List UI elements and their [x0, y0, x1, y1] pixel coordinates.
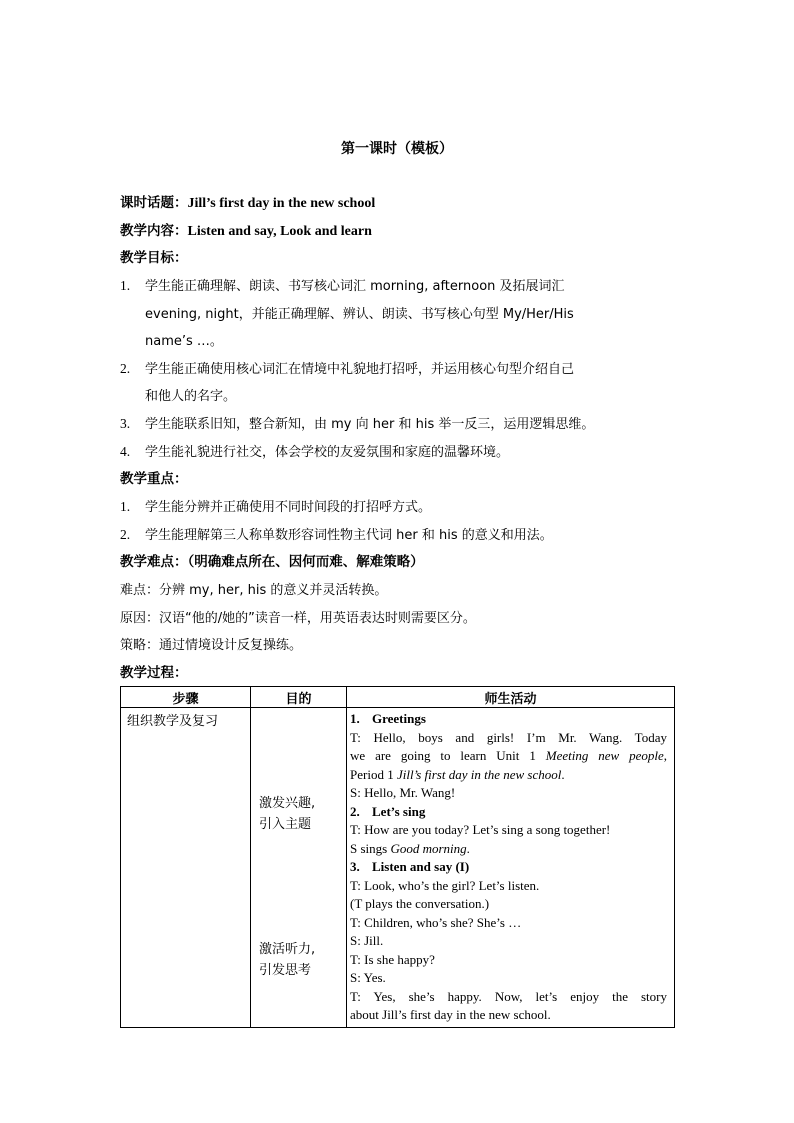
song-title: Good morning: [390, 840, 467, 856]
goal-text: 激活听力,: [259, 942, 316, 957]
key-points-heading: 教学重点：: [120, 471, 188, 487]
difficult-points-heading: [120, 552, 680, 572]
objective-item: [120, 414, 680, 435]
strategy-line: [120, 635, 680, 656]
objective-text: evening, night，并能正确理解、辨认、朗读、书写核心句型 My/Her/His: [145, 307, 574, 322]
section-heading: [350, 803, 667, 822]
reason-line: [120, 608, 680, 629]
objective-text-continued: [145, 386, 705, 407]
difficulty-line: [120, 580, 680, 601]
activity-line: S: Yes.: [350, 970, 386, 985]
section-heading: [350, 710, 667, 729]
objective-text: 学生能正确使用核心词汇在情境中礼貌地打招呼，并运用核心句型介绍自己: [145, 362, 575, 377]
activity-line: about Jill’s first day in the new school.: [350, 1007, 551, 1022]
objective-text-continued: [145, 304, 705, 325]
activity-text: Period 1: [350, 766, 394, 782]
objective-item: [120, 359, 680, 380]
objective-number: 2.: [120, 361, 131, 376]
activity-text: .: [561, 766, 565, 782]
activity-text: ,: [663, 748, 668, 763]
step-cell: [121, 708, 251, 1028]
content-line: [120, 221, 680, 242]
difficult-points-note: （明确难点所在、因何而难、解难策略）: [187, 554, 424, 570]
activity-line: [350, 766, 667, 785]
header-activity: 师生活动: [347, 687, 675, 708]
objective-text: 学生能正确理解、朗读、书写核心词汇 morning, afternoon 及拓展词汇: [145, 279, 565, 294]
goal-text: 激发兴趣,: [259, 796, 316, 811]
unit-title: Meeting new people: [545, 748, 664, 763]
activity-line: S: Jill.: [350, 933, 384, 948]
section-heading: [350, 858, 667, 877]
section-title: Let’s sing: [372, 803, 426, 819]
topic-value: Jill’s first day in the new school: [187, 196, 376, 211]
strategy-text: 策略：通过情境设计反复操练。: [120, 638, 303, 653]
activity-text: .: [466, 840, 470, 856]
objective-number: 4.: [120, 444, 131, 459]
activity-text: S sings: [350, 840, 388, 856]
objective-item: [120, 442, 680, 463]
objectives-heading: 教学目标：: [120, 250, 188, 266]
activity-cell: [347, 708, 675, 1028]
objective-text-continued: [145, 331, 705, 352]
goal-cell: [251, 708, 347, 1028]
activity-line: T: Yes, she’s happy. Now, let’s enjoy the story: [350, 988, 667, 1004]
content-value: Listen and say, Look and learn: [187, 224, 372, 239]
key-point-item: [120, 525, 680, 546]
activity-line: [350, 840, 667, 859]
key-point-text: 学生能理解第三人称单数形容词性物主代词 her 和 his 的意义和用法。: [145, 528, 553, 543]
key-point-text: 学生能分辨并正确使用不同时间段的打招呼方式。: [145, 500, 432, 515]
step-text: 组织教学及复习: [127, 714, 219, 729]
reason-text: 原因：汉语“他的/她的”读音一样，用英语表达时则需要区分。: [120, 611, 476, 626]
section-title: Listen and say (I): [372, 859, 470, 874]
activity-line: S: Hello, Mr. Wang!: [350, 785, 456, 800]
objective-number: 1.: [120, 278, 131, 293]
section-number: 2.: [350, 803, 360, 819]
teaching-process-table: [120, 686, 675, 1028]
goal-text: 引入主题: [259, 817, 312, 832]
activity-line: T: Hello, boys and girls! I’m Mr. Wang. Today: [350, 729, 667, 745]
topic-label: 课时话题：: [120, 195, 188, 211]
period-title: Jill’s first day in the new school: [396, 766, 562, 782]
objective-item: [120, 276, 680, 297]
process-heading: 教学过程：: [120, 665, 188, 681]
activity-line: T: How are you today? Let’s sing a song together!: [350, 822, 611, 837]
section-title: Greetings: [372, 711, 426, 726]
section-number: 3.: [350, 859, 360, 874]
goal-block: [259, 939, 315, 981]
header-goal: 目的: [251, 687, 347, 708]
header-step: 步骤: [121, 687, 251, 708]
topic-line: [120, 193, 680, 214]
table-header-row: [121, 687, 675, 708]
difficulty-text: 难点：分辨 my, her, his 的意义并灵活转换。: [120, 583, 388, 598]
objective-text: 学生能联系旧知，整合新知，由 my 向 her 和 his 举一反三，运用逻辑思维。: [145, 417, 595, 432]
objective-text: name’s …。: [145, 334, 223, 349]
content-label: 教学内容：: [120, 223, 188, 239]
goal-text: 引发思考: [259, 963, 312, 978]
objective-text: 学生能礼貌进行社交，体会学校的友爱氛围和家庭的温馨环境。: [145, 445, 510, 460]
difficult-points-label: 教学难点：: [120, 554, 188, 570]
document-title: 第一课时（模板）: [341, 141, 453, 157]
key-point-number: 2.: [120, 527, 131, 542]
activity-line: T: Children, who’s she? She’s …: [350, 914, 522, 930]
key-point-number: 1.: [120, 499, 131, 514]
activity-line: [350, 747, 667, 766]
key-point-item: [120, 497, 680, 518]
activity-line: T: Is she happy?: [350, 951, 435, 967]
activity-text: we are going to learn Unit 1: [350, 748, 536, 763]
activity-line: (T plays the conversation.): [350, 896, 490, 911]
objective-number: 3.: [120, 416, 131, 431]
goal-block: [259, 793, 315, 835]
section-number: 1.: [350, 711, 360, 726]
objective-text: 和他人的名字。: [145, 389, 237, 404]
activity-line: T: Look, who’s the girl? Let’s listen.: [350, 877, 540, 893]
table-row: [121, 708, 675, 1028]
